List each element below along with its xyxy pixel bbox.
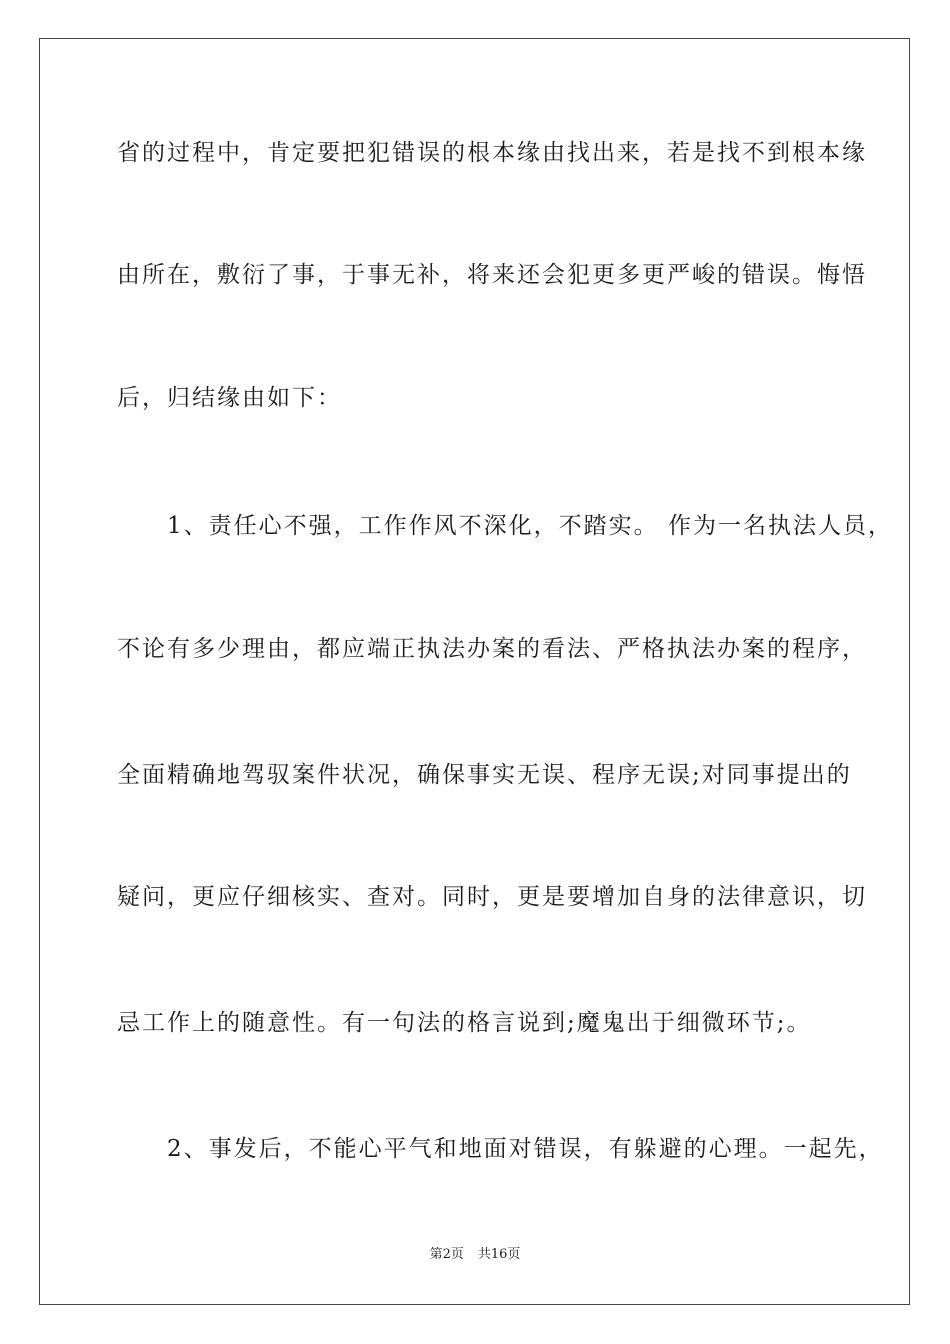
text-line: 1、责任心不强，工作作风不深化，不踏实。 作为一名执法人员，	[117, 513, 893, 539]
text-line: 后，归结缘由如下：	[117, 385, 342, 411]
text-line: 忌工作上的随意性。有一句法的格言说到;魔鬼出于细微环节;。	[117, 1010, 812, 1036]
text-line: 全面精确地驾驭案件状况，确保事实无误、程序无误;对同事提出的	[117, 762, 852, 788]
text-line: 疑问，更应仔细核实、查对。同时，更是要增加自身的法律意识，切	[117, 884, 867, 910]
page-number: 第2页	[429, 1247, 464, 1262]
text-line: 2、事发后，不能心平气和地面对错误，有躲避的心理。一起先，	[117, 1136, 884, 1162]
page-total: 共16页	[477, 1247, 521, 1262]
page-footer	[0, 1246, 950, 1264]
page-frame	[39, 38, 910, 1305]
text-line: 省的过程中，肯定要把犯错误的根本缘由找出来，若是找不到根本缘	[117, 140, 867, 166]
text-line: 由所在，敷衍了事，于事无补，将来还会犯更多更严峻的错误。悔悟	[117, 262, 867, 288]
text-line: 不论有多少理由，都应端正执法办案的看法、严格执法办案的程序，	[117, 636, 867, 662]
